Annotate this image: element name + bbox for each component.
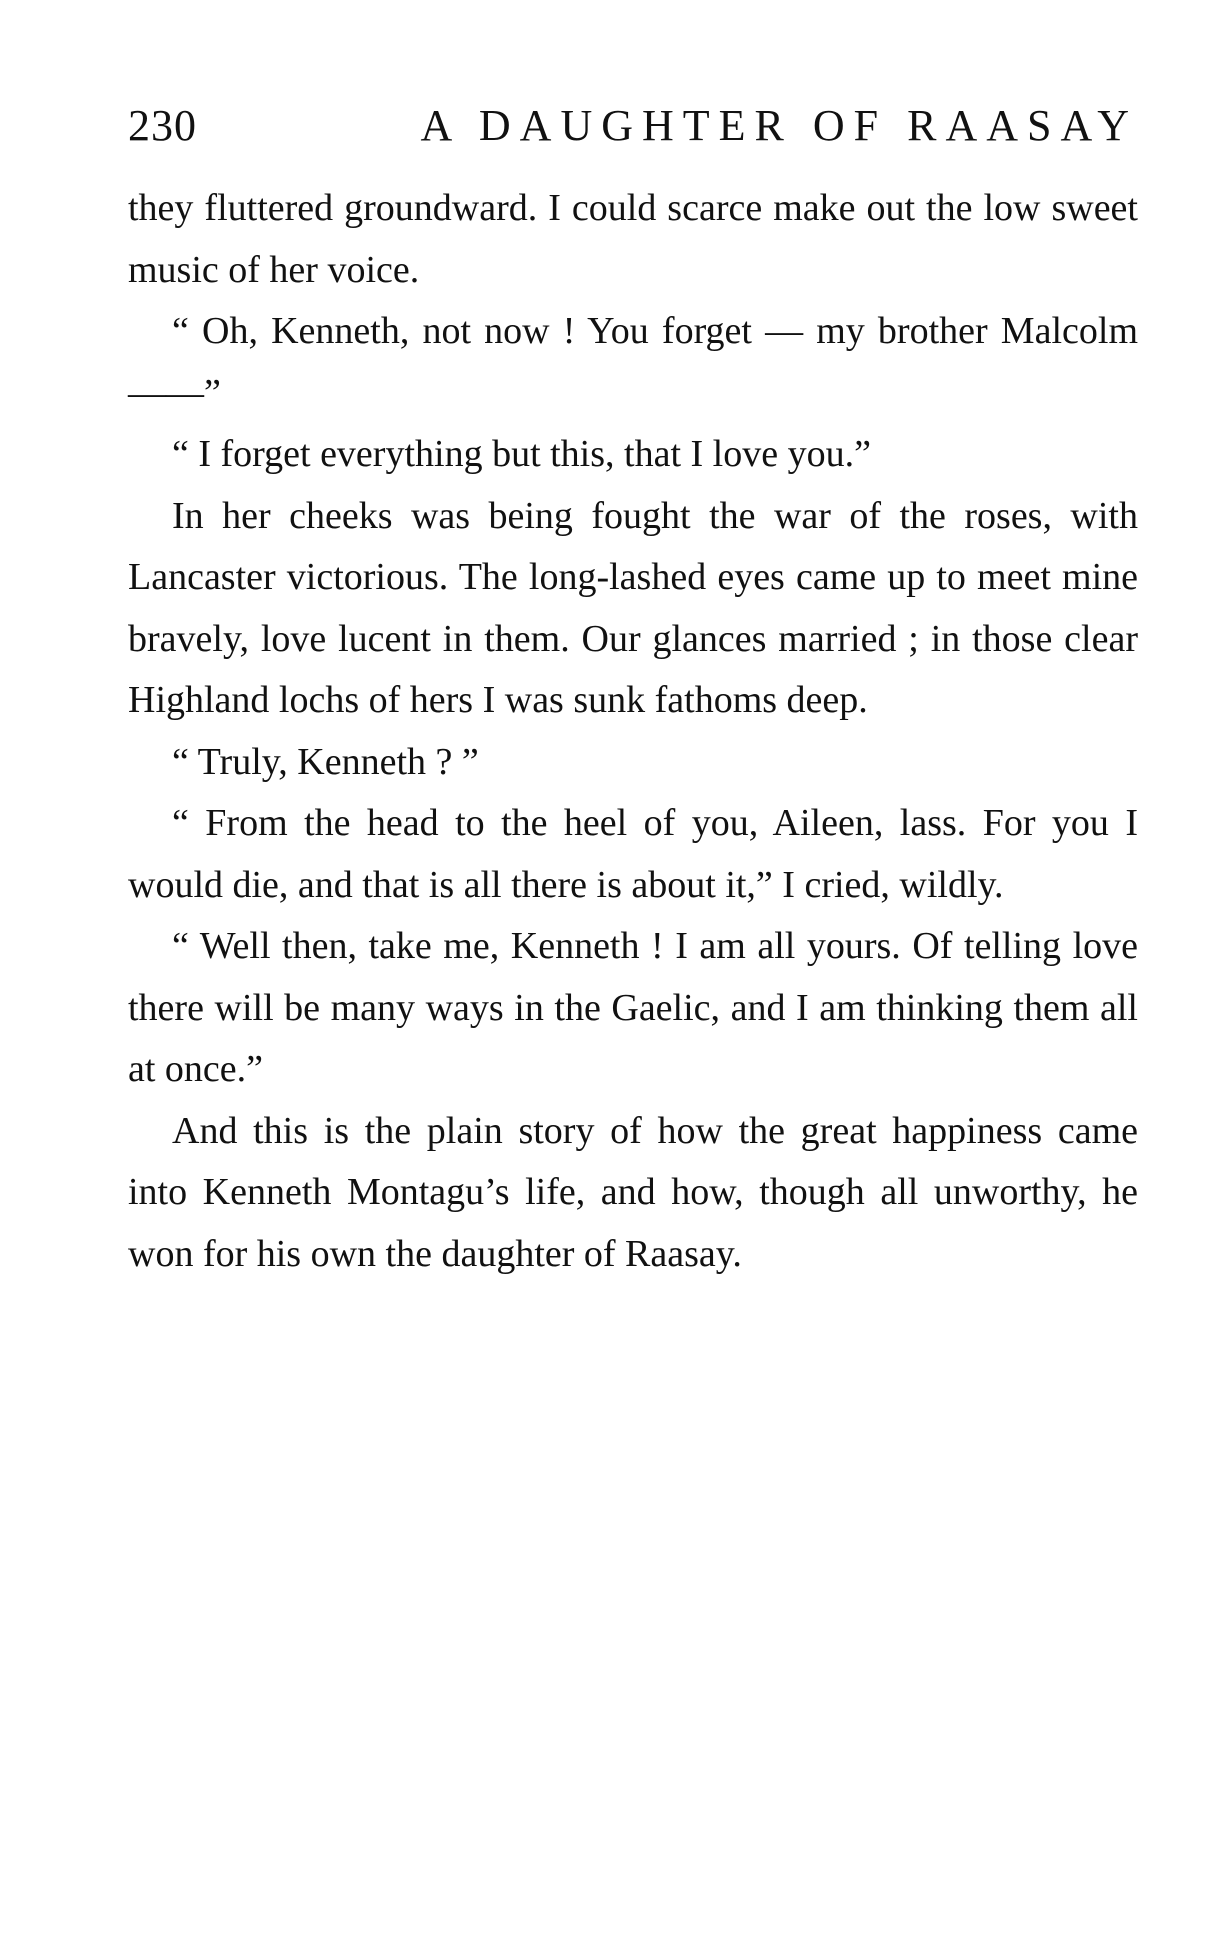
book-page: [128, 100, 1138, 1285]
page-number: 230: [128, 101, 197, 150]
paragraph-8: And this is the plain story of how the great happiness came into Kenneth Montagu’s life, and how, though all unworthy, he won for his own the daughter of Raasay.: [128, 1109, 1138, 1275]
paragraph-7: “ Well then, take me, Kenneth ! I am all yours. Of telling love there will be many ways in the Gaelic, and I am thinking them all at once.”: [128, 925, 1138, 1090]
paragraph-5: “ Truly, Kenneth ? ”: [172, 740, 479, 783]
paragraph-6: “ From the head to the heel of you, Aileen, lass. For you I would die, and that is all there is about it,” I cried, wildly.: [128, 802, 1138, 906]
paragraph-2: “ Oh, Kenneth, not now ! You forget — my brother Malcolm ——”: [128, 310, 1138, 414]
body-text: [128, 178, 1138, 1285]
running-title: A DAUGHTER OF RAASAY: [420, 101, 1138, 150]
paragraph-3: “ I forget everything but this, that I love you.”: [172, 433, 871, 475]
page-header: [128, 100, 1138, 166]
paragraph-1: they fluttered groundward. I could scarce make out the low sweet music of her voice.: [128, 187, 1138, 291]
paragraph-4: In her cheeks was being fought the war of the roses, with Lancaster victorious. The long-lashed eyes came up to meet mine bravely, love lucent in them. Our glances married ; in those clear Highland lochs of hers I was sunk fathoms deep.: [128, 494, 1138, 721]
